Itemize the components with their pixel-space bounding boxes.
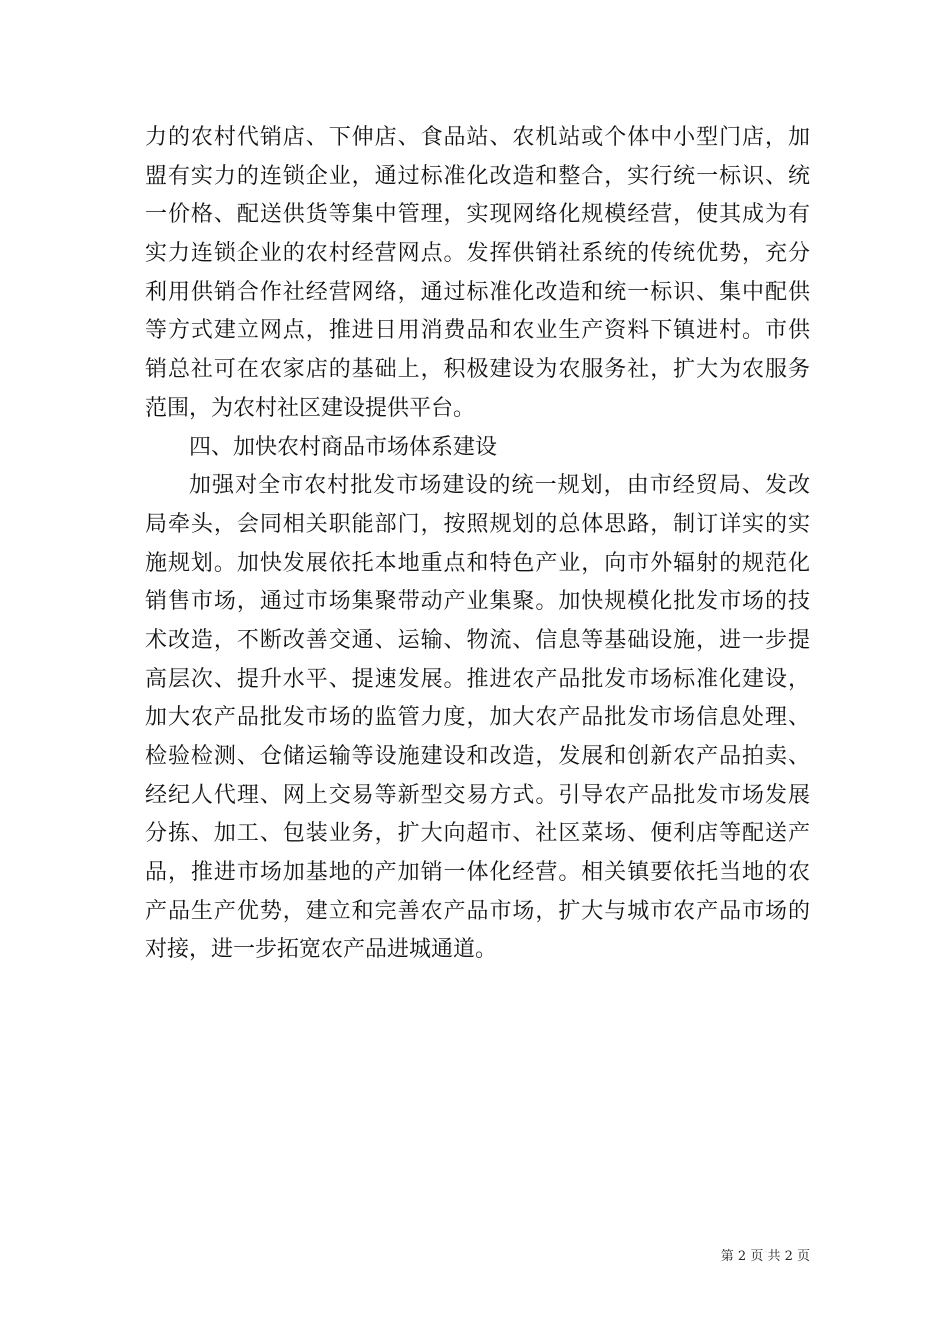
text-line: 检验检测、仓储运输等设施建设和改造，发展和创新农产品拍卖、 (145, 744, 810, 769)
text-line: 利用供销合作社经营网络，通过标准化改造和统一标识、集中配供 (145, 279, 810, 305)
text-line: 范围，为农村社区建设提供平台。 (145, 395, 476, 421)
paragraph-market-system (145, 467, 810, 970)
text-line: 产品生产优势，建立和完善农产品市场，扩大与城市农产品市场的 (145, 898, 810, 924)
text-line: 术改造，不断改善交通、运输、物流、信息等基础设施，进一步提 (145, 627, 810, 653)
text-line: 品，推进市场加基地的产加销一体化经营。相关镇要依托当地的农 (145, 860, 810, 886)
text-line: 销售市场，通过市场集聚带动产业集聚。加快规模化批发市场的技 (145, 589, 810, 615)
text-line: 经纪人代理、网上交易等新型交易方式。引导农产品批发市场发展 (145, 782, 810, 808)
text-line: 加大农产品批发市场的监管力度，加大农产品批发市场信息处理、 (145, 705, 810, 731)
text-line: 局牵头，会同相关职能部门，按照规划的总体思路，制订详实的实 (145, 511, 810, 537)
text-line: 实力连锁企业的农村经营网点。发挥供销社系统的传统优势，充分 (145, 241, 810, 267)
text-line: 一价格、配送供货等集中管理，实现网络化规模经营，使其成为有 (145, 202, 810, 228)
page-number-footer: 第 2 页 共 2 页 (720, 1249, 810, 1264)
document-body (145, 119, 810, 970)
text-line: 盟有实力的连锁企业，通过标准化改造和整合，实行统一标识、统 (145, 163, 810, 189)
text-line: 销总社可在农家店的基础上，积极建设为农服务社，扩大为农服务 (145, 357, 810, 383)
text-line: 分拣、加工、包装业务，扩大向超市、社区菜场、便利店等配送产 (145, 821, 810, 847)
text-line: 施规划。加快发展依托本地重点和特色产业，向市外辐射的规范化 (145, 550, 810, 576)
section-heading: 四、加快农村商品市场体系建设 (189, 434, 498, 460)
text-line: 高层次、提升水平、提速发展。推进农产品批发市场标准化建设， (145, 666, 810, 692)
text-line: 等方式建立网点，推进日用消费品和农业生产资料下镇进村。市供 (145, 318, 810, 344)
text-line: 加强对全市农村批发市场建设的统一规划，由市经贸局、发改 (189, 473, 810, 499)
text-line: 力的农村代销店、下伸店、食品站、农机站或个体中小型门店，加 (145, 125, 810, 150)
text-line: 对接，进一步拓宽农产品进城通道。 (145, 937, 498, 963)
paragraph-continued (145, 119, 810, 429)
